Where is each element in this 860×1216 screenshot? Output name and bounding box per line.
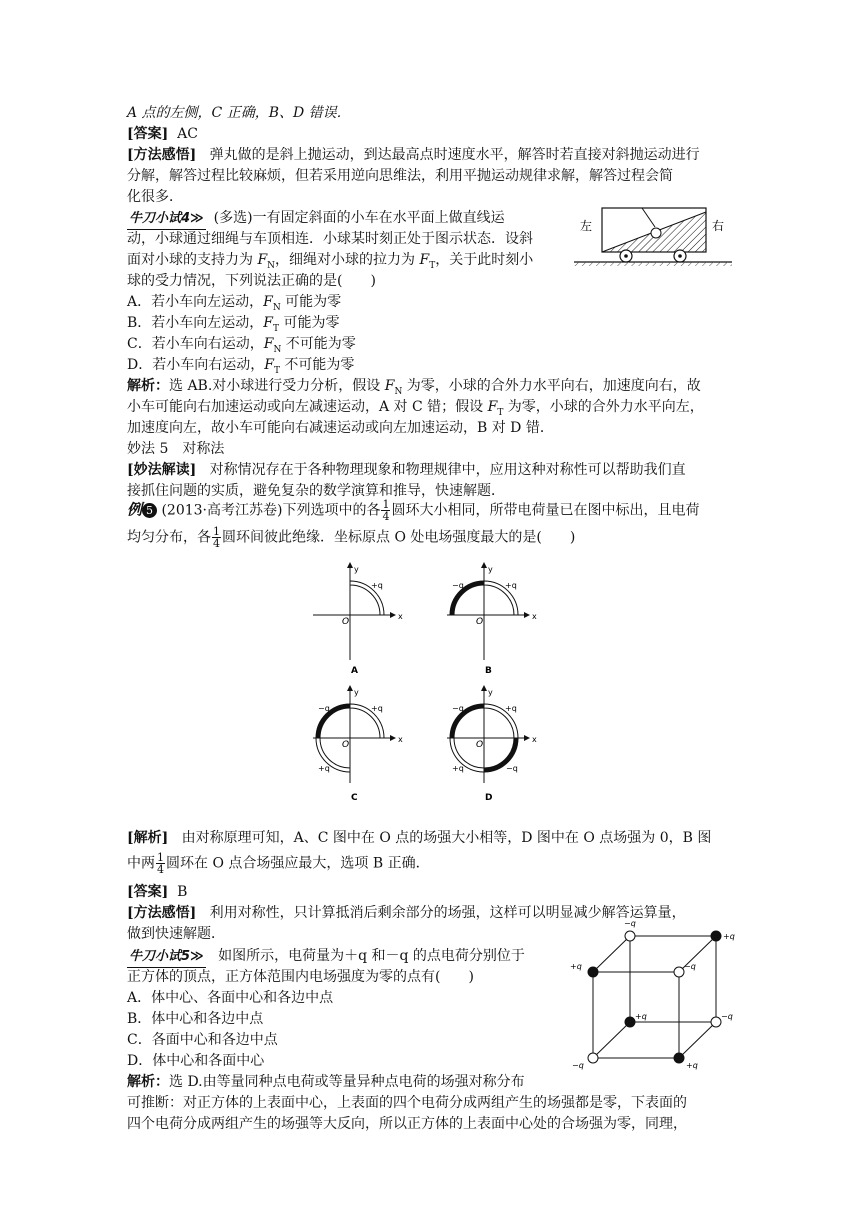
solution-text: 小车可能向右加速运动或向左减速运动，A 对 C 错；假设 $F_T$ 为零，小球的合外力水平向左，	[127, 399, 704, 418]
axis-y-label: y	[354, 688, 359, 697]
exercise-5-heading	[127, 946, 525, 968]
question-text: 如图所示，电荷量为＋q 和－q 的点电荷分别位于	[218, 948, 525, 964]
charge-plus-label: +q	[686, 1061, 698, 1070]
method-insight-tag: [方法感悟]	[127, 905, 197, 921]
charge-plus	[711, 931, 721, 941]
axis-x-label: x	[532, 612, 537, 621]
option-c: C．若小车向右运动，$F_N$ 不可能为零	[127, 336, 356, 355]
charge-plus-label: +q	[318, 764, 330, 773]
solution-text: 中两	[127, 855, 155, 872]
charge-plus-label: +q	[570, 962, 582, 971]
axle-left	[624, 254, 628, 258]
charge-minus-label: −q	[506, 764, 518, 773]
exercise-badge-label: 牛刀小试4	[129, 211, 191, 226]
solution-tag: 解析：	[127, 1074, 169, 1090]
charge-plus	[625, 1017, 635, 1027]
option-c: C．各面中心和各边中点	[127, 1032, 278, 1048]
answer-tag: [答案]	[127, 884, 169, 900]
origin-label: O	[476, 740, 484, 750]
axis-x-label: x	[398, 612, 403, 621]
solution-text: 选 AB.对小球进行受力分析，假设 $F_N$ 为零，小球的合外力水平向右，加速度向右，故	[169, 378, 701, 397]
ring-figures	[300, 555, 540, 805]
fraction-one-quarter	[156, 852, 165, 875]
axle-right	[678, 254, 682, 258]
fraction-numerator: 1	[382, 498, 390, 511]
question-text: 面对小球的支持力为 $F_N$，细绳对小球的拉力为 $F_T$，关于此时刻小	[127, 252, 534, 271]
continuation-text: A 点的左侧，C 正确，B、D 错误．	[127, 105, 351, 121]
charge-plus	[674, 1053, 684, 1063]
charge-minus-label: −q	[572, 1061, 584, 1070]
origin-label: O	[476, 617, 484, 627]
charge-minus-label: −q	[452, 581, 464, 590]
ring-figure-a	[313, 563, 403, 660]
answer-tag: [答案]	[127, 126, 169, 142]
option-d: D．若小车向右运动，$F_T$ 不可能为零	[127, 357, 355, 376]
charge-plus-label: +q	[505, 704, 517, 713]
exercise-badge: 牛刀小试5≫	[127, 947, 206, 968]
paragraph-text: 弹丸做的是斜上抛运动，到达最高点时速度水平，解答时若直接对斜抛运动进行	[209, 147, 700, 163]
method-insight-line	[127, 145, 700, 165]
solution-tag: 解析：	[127, 378, 169, 394]
charge-minus	[711, 1017, 721, 1027]
fraction-denominator: 4	[382, 510, 390, 523]
solution-text: 加速度向左，故小车可能向右减速运动或向左加速运动，B 对 D 错．	[127, 420, 554, 436]
answer-row	[127, 882, 187, 902]
analysis-5-line	[127, 828, 711, 848]
exercise-4-heading	[127, 208, 505, 230]
right-label: 右	[712, 219, 725, 233]
figure-caption-c: C	[351, 793, 358, 803]
fraction-denominator: 4	[213, 537, 220, 550]
charge-minus-label: −q	[721, 1012, 733, 1021]
axis-x-label: x	[398, 735, 403, 744]
exercise-badge: 牛刀小试4≫	[127, 209, 206, 230]
cube-edges	[593, 936, 716, 1058]
answer-row	[127, 124, 198, 144]
solution-text: 由对称原理可知，A、C 图中在 O 点的场强大小相等，D 图中在 O 点场强为 0，B 图	[181, 830, 712, 846]
cart-incline-figure	[572, 205, 734, 267]
paragraph-text: 做到快速解题．	[127, 926, 225, 942]
ground-hatch	[574, 262, 732, 266]
paragraph-text: 化很多．	[127, 189, 183, 205]
fraction-denominator: 4	[157, 863, 164, 876]
solution-5-line	[127, 1072, 525, 1092]
cube-charges-figure	[560, 918, 745, 1078]
question-text: 圆环大小相同，所带电荷量已在图中标出，且电荷	[391, 502, 700, 519]
figure-caption-d: D	[485, 793, 493, 803]
question-text: 正方体的顶点，正方体范围内电场强度为零的点有( )	[127, 969, 474, 985]
example-number-badge: 5	[142, 503, 157, 518]
charge-minus	[674, 967, 684, 977]
charge-plus-label: +q	[452, 764, 464, 773]
option-a: A．体中心、各面中心和各边中点	[127, 990, 334, 1006]
charge-plus	[588, 967, 598, 977]
paragraph-text: 分解，解答过程比较麻烦，但若采用逆向思维法，利用平抛运动规律求解，解答过程会简	[127, 168, 673, 184]
option-b: B．体中心和各边中点	[127, 1011, 264, 1027]
fraction-numerator: 1	[157, 851, 164, 864]
option-b: B．若小车向左运动，$F_T$ 可能为零	[127, 315, 340, 334]
example-5-line-2	[127, 526, 575, 549]
charge-plus-label: +q	[723, 932, 735, 941]
charge-plus-label: +q	[635, 1012, 647, 1021]
solution-text: 圆环在 O 点合场强应最大，选项 B 正确．	[166, 855, 430, 872]
text-line	[127, 103, 351, 123]
question-text: 动，小球通过细绳与车顶相连．小球某时刻正处于图示状态．设斜	[127, 231, 533, 247]
answer-value: B	[177, 884, 188, 900]
method-reading-line	[127, 460, 686, 480]
charge-plus-label: +q	[505, 581, 517, 590]
axis-y-label: y	[354, 565, 359, 574]
question-text: 圆环间彼此绝缘．坐标原点 O 处电场强度最大的是( )	[222, 529, 576, 546]
fraction-numerator: 1	[213, 525, 220, 538]
question-text: (2013·高考江苏卷)下列选项中的各	[161, 502, 381, 519]
example-5-line	[127, 499, 699, 522]
ring-figure-c	[313, 686, 403, 783]
left-label: 左	[580, 219, 593, 233]
analysis-5-line-2	[127, 852, 430, 875]
charge-minus	[625, 931, 635, 941]
solution-text: 可推断：对正方体的上表面中心，上表面的四个电荷分成两组产生的场强都是零，下表面的	[127, 1095, 687, 1111]
option-d: D．体中心和各面中心	[127, 1053, 265, 1069]
origin-label: O	[342, 617, 350, 627]
charge-plus-label: +q	[371, 581, 383, 590]
example-label: 例	[127, 500, 143, 519]
paragraph-text: 对称情况存在于各种物理现象和物理规律中，应用这种对称性可以帮助我们直	[209, 462, 686, 478]
method-insight-tag: [方法感悟]	[127, 147, 197, 163]
charge-minus-label: −q	[684, 962, 696, 971]
charge-minus-label: −q	[452, 704, 464, 713]
paragraph-text: 接抓住问题的实质，避免复杂的数学演算和推导，快速解题．	[127, 483, 505, 499]
fraction-one-quarter	[381, 499, 390, 522]
fraction-one-quarter	[212, 526, 221, 549]
method-5-heading: 妙法 5 对称法	[127, 441, 225, 457]
solution-text: 四个电荷分成两组产生的场强等大反向，所以正方体的上表面中心处的合场强为零，同理，	[127, 1116, 687, 1132]
exercise-badge-label: 牛刀小试5	[129, 949, 191, 964]
axis-y-label: y	[488, 565, 493, 574]
axis-x-label: x	[532, 735, 537, 744]
figure-caption-b: B	[485, 666, 492, 676]
charge-minus-label: −q	[624, 919, 636, 928]
option-a: A．若小车向左运动，$F_N$ 可能为零	[127, 294, 342, 313]
question-text: 球的受力情况，下列说法正确的是( )	[127, 273, 376, 289]
solution-text: 选 D.由等量同种点电荷或等量异种点电荷的场强对称分布	[169, 1074, 525, 1090]
charge-plus-label: +q	[371, 704, 383, 713]
analysis-tag: [解析]	[127, 830, 169, 846]
paragraph-text: 利用对称性，只计算抵消后剩余部分的场强，这样可以明显减少解答运算量，	[209, 905, 686, 921]
ring-figure-b	[447, 563, 537, 660]
answer-value: AC	[177, 126, 198, 142]
charge-minus	[588, 1053, 598, 1063]
question-text: 均匀分布，各	[127, 529, 211, 546]
ball	[651, 228, 661, 238]
charge-minus-label: −q	[318, 704, 330, 713]
origin-label: O	[342, 740, 350, 750]
figure-caption-a: A	[351, 666, 358, 676]
axis-y-label: y	[488, 688, 493, 697]
question-text: (多选)一有固定斜面的小车在水平面上做直线运	[213, 210, 505, 226]
ring-figure-d	[447, 686, 537, 783]
method-reading-tag: [妙法解读]	[127, 462, 197, 478]
